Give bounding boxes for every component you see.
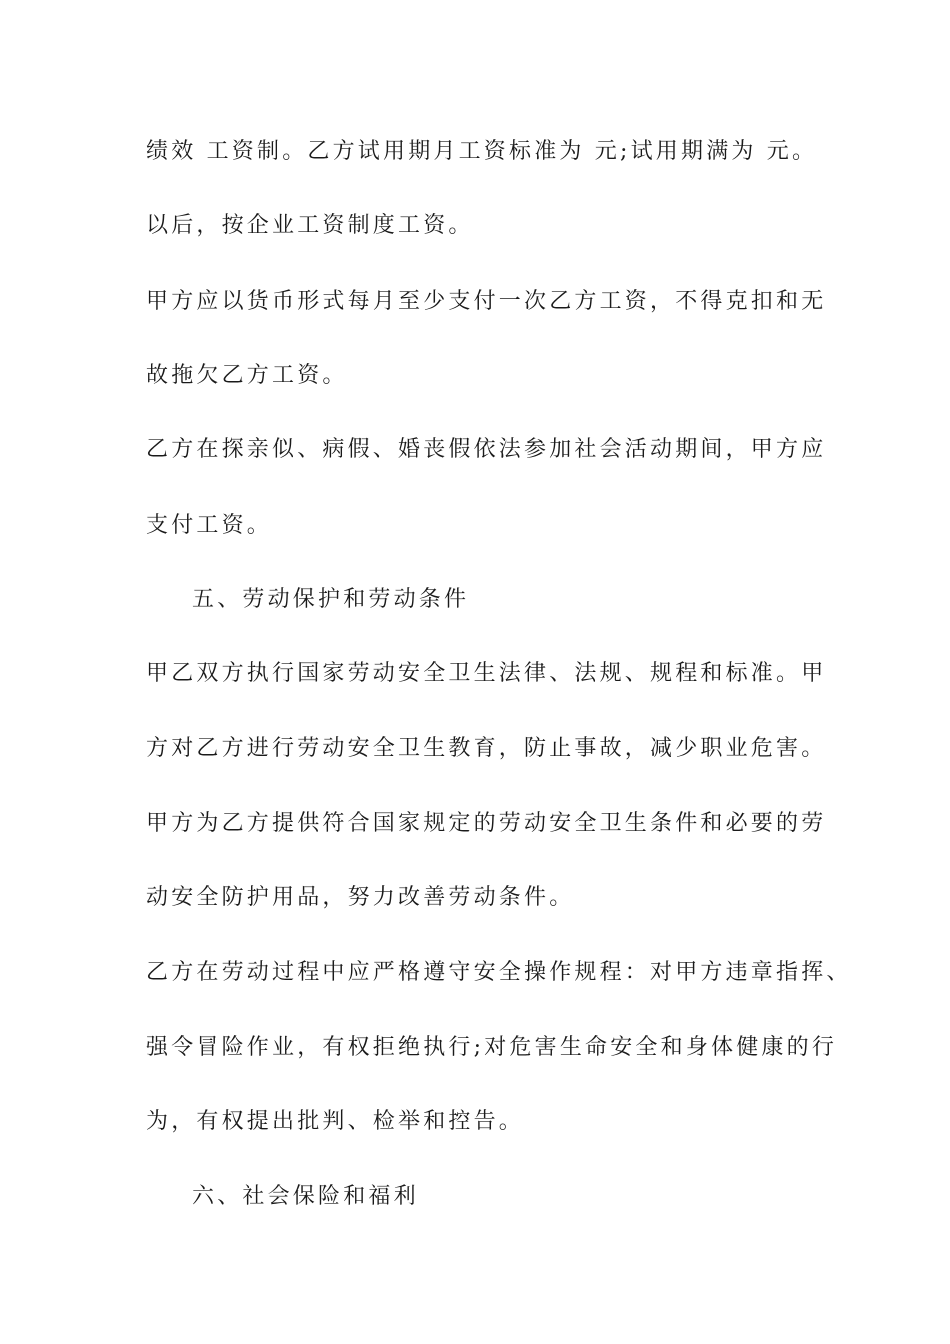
paragraph-line: 动安全防护用品，努力改善劳动条件。 (146, 885, 575, 910)
paragraph-line: 绩效 工资制。乙方试用期月工资标准为 元;试用期满为 元。 (146, 139, 818, 164)
paragraph-line: 甲方为乙方提供符合国家规定的劳动安全卫生条件和必要的劳 (146, 811, 827, 836)
paragraph-line: 甲方应以货币形式每月至少支付一次乙方工资，不得克扣和无 (146, 289, 827, 314)
paragraph-line: 强令冒险作业，有权拒绝执行;对危害生命安全和身体健康的行 (146, 1035, 838, 1060)
section-heading: 五、劳动保护和劳动条件 (192, 587, 470, 612)
paragraph-line: 故拖欠乙方工资。 (146, 363, 348, 388)
paragraph-line: 方对乙方进行劳动安全卫生教育，防止事故，减少职业危害。 (146, 736, 827, 761)
paragraph-line: 支付工资。 (146, 513, 273, 538)
paragraph-line: 乙方在探亲似、病假、婚丧假依法参加社会活动期间，甲方应 (146, 437, 827, 462)
paragraph-line: 为，有权提出批判、检举和控告。 (146, 1109, 525, 1134)
paragraph-line: 甲乙双方执行国家劳动安全卫生法律、法规、规程和标准。甲 (146, 661, 827, 686)
paragraph-line: 乙方在劳动过程中应严格遵守安全操作规程：对甲方违章指挥、 (146, 960, 852, 985)
section-heading: 六、社会保险和福利 (192, 1184, 419, 1209)
paragraph-line: 以后，按企业工资制度工资。 (146, 213, 474, 238)
